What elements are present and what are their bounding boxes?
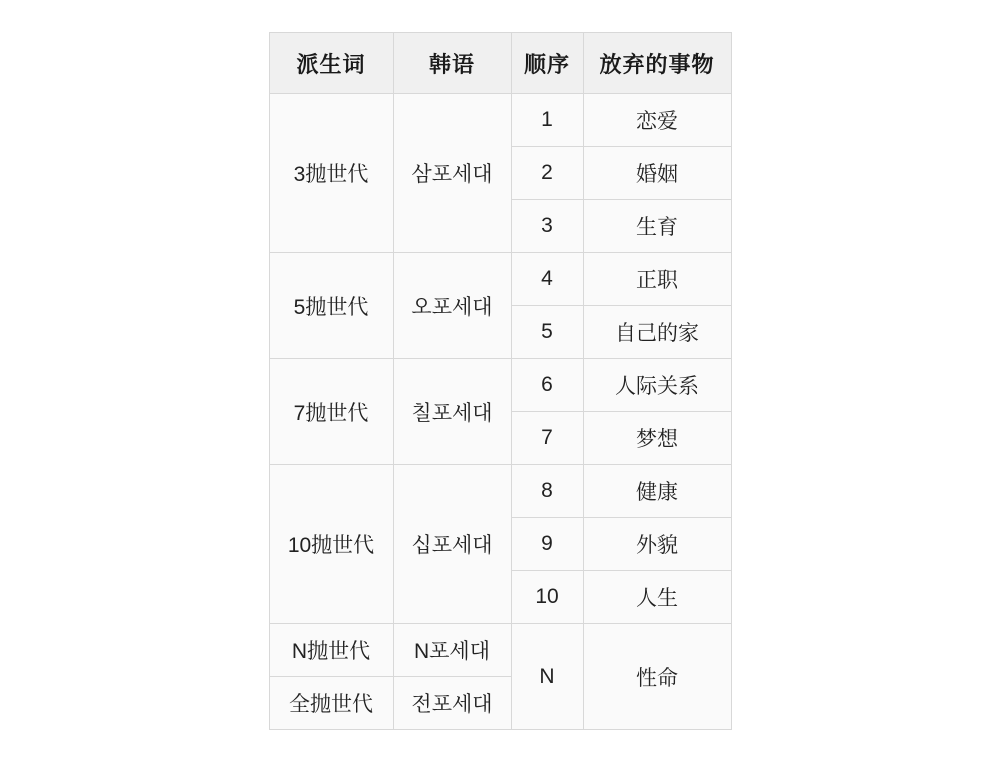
table-row [269,94,731,147]
table-row [269,253,731,306]
cell-thing: 自己的家 [583,306,731,359]
table-container [269,32,732,730]
cell-term: 7抛世代 [269,359,393,465]
cell-order: 1 [511,94,583,147]
table-row [269,624,731,677]
cell-order: 9 [511,518,583,571]
cell-term: 全抛世代 [269,677,393,730]
cell-order: 4 [511,253,583,306]
derived-words-table [269,32,732,730]
column-header-korean: 韩语 [393,33,511,94]
cell-korean: 칠포세대 [393,359,511,465]
table-body [269,94,731,730]
cell-order: 3 [511,200,583,253]
cell-order: 10 [511,571,583,624]
cell-korean: 오포세대 [393,253,511,359]
cell-order: 7 [511,412,583,465]
cell-order: 5 [511,306,583,359]
cell-term: 10抛世代 [269,465,393,624]
cell-thing: 正职 [583,253,731,306]
cell-order: 6 [511,359,583,412]
cell-korean: 전포세대 [393,677,511,730]
cell-thing: 生育 [583,200,731,253]
cell-thing: 人生 [583,571,731,624]
column-header-term: 派生词 [269,33,393,94]
table-row [269,359,731,412]
cell-term: 5抛世代 [269,253,393,359]
cell-korean: N포세대 [393,624,511,677]
column-header-order: 顺序 [511,33,583,94]
table-header [269,33,731,94]
cell-thing: 人际关系 [583,359,731,412]
cell-thing: 性命 [583,624,731,730]
cell-korean: 삼포세대 [393,94,511,253]
column-header-thing: 放弃的事物 [583,33,731,94]
cell-thing: 健康 [583,465,731,518]
cell-korean: 십포세대 [393,465,511,624]
cell-thing: 婚姻 [583,147,731,200]
cell-order: 8 [511,465,583,518]
cell-order: N [511,624,583,730]
cell-thing: 外貌 [583,518,731,571]
cell-term: N抛世代 [269,624,393,677]
table-row [269,465,731,518]
cell-thing: 恋爱 [583,94,731,147]
cell-order: 2 [511,147,583,200]
cell-term: 3抛世代 [269,94,393,253]
table-header-row [269,33,731,94]
cell-thing: 梦想 [583,412,731,465]
